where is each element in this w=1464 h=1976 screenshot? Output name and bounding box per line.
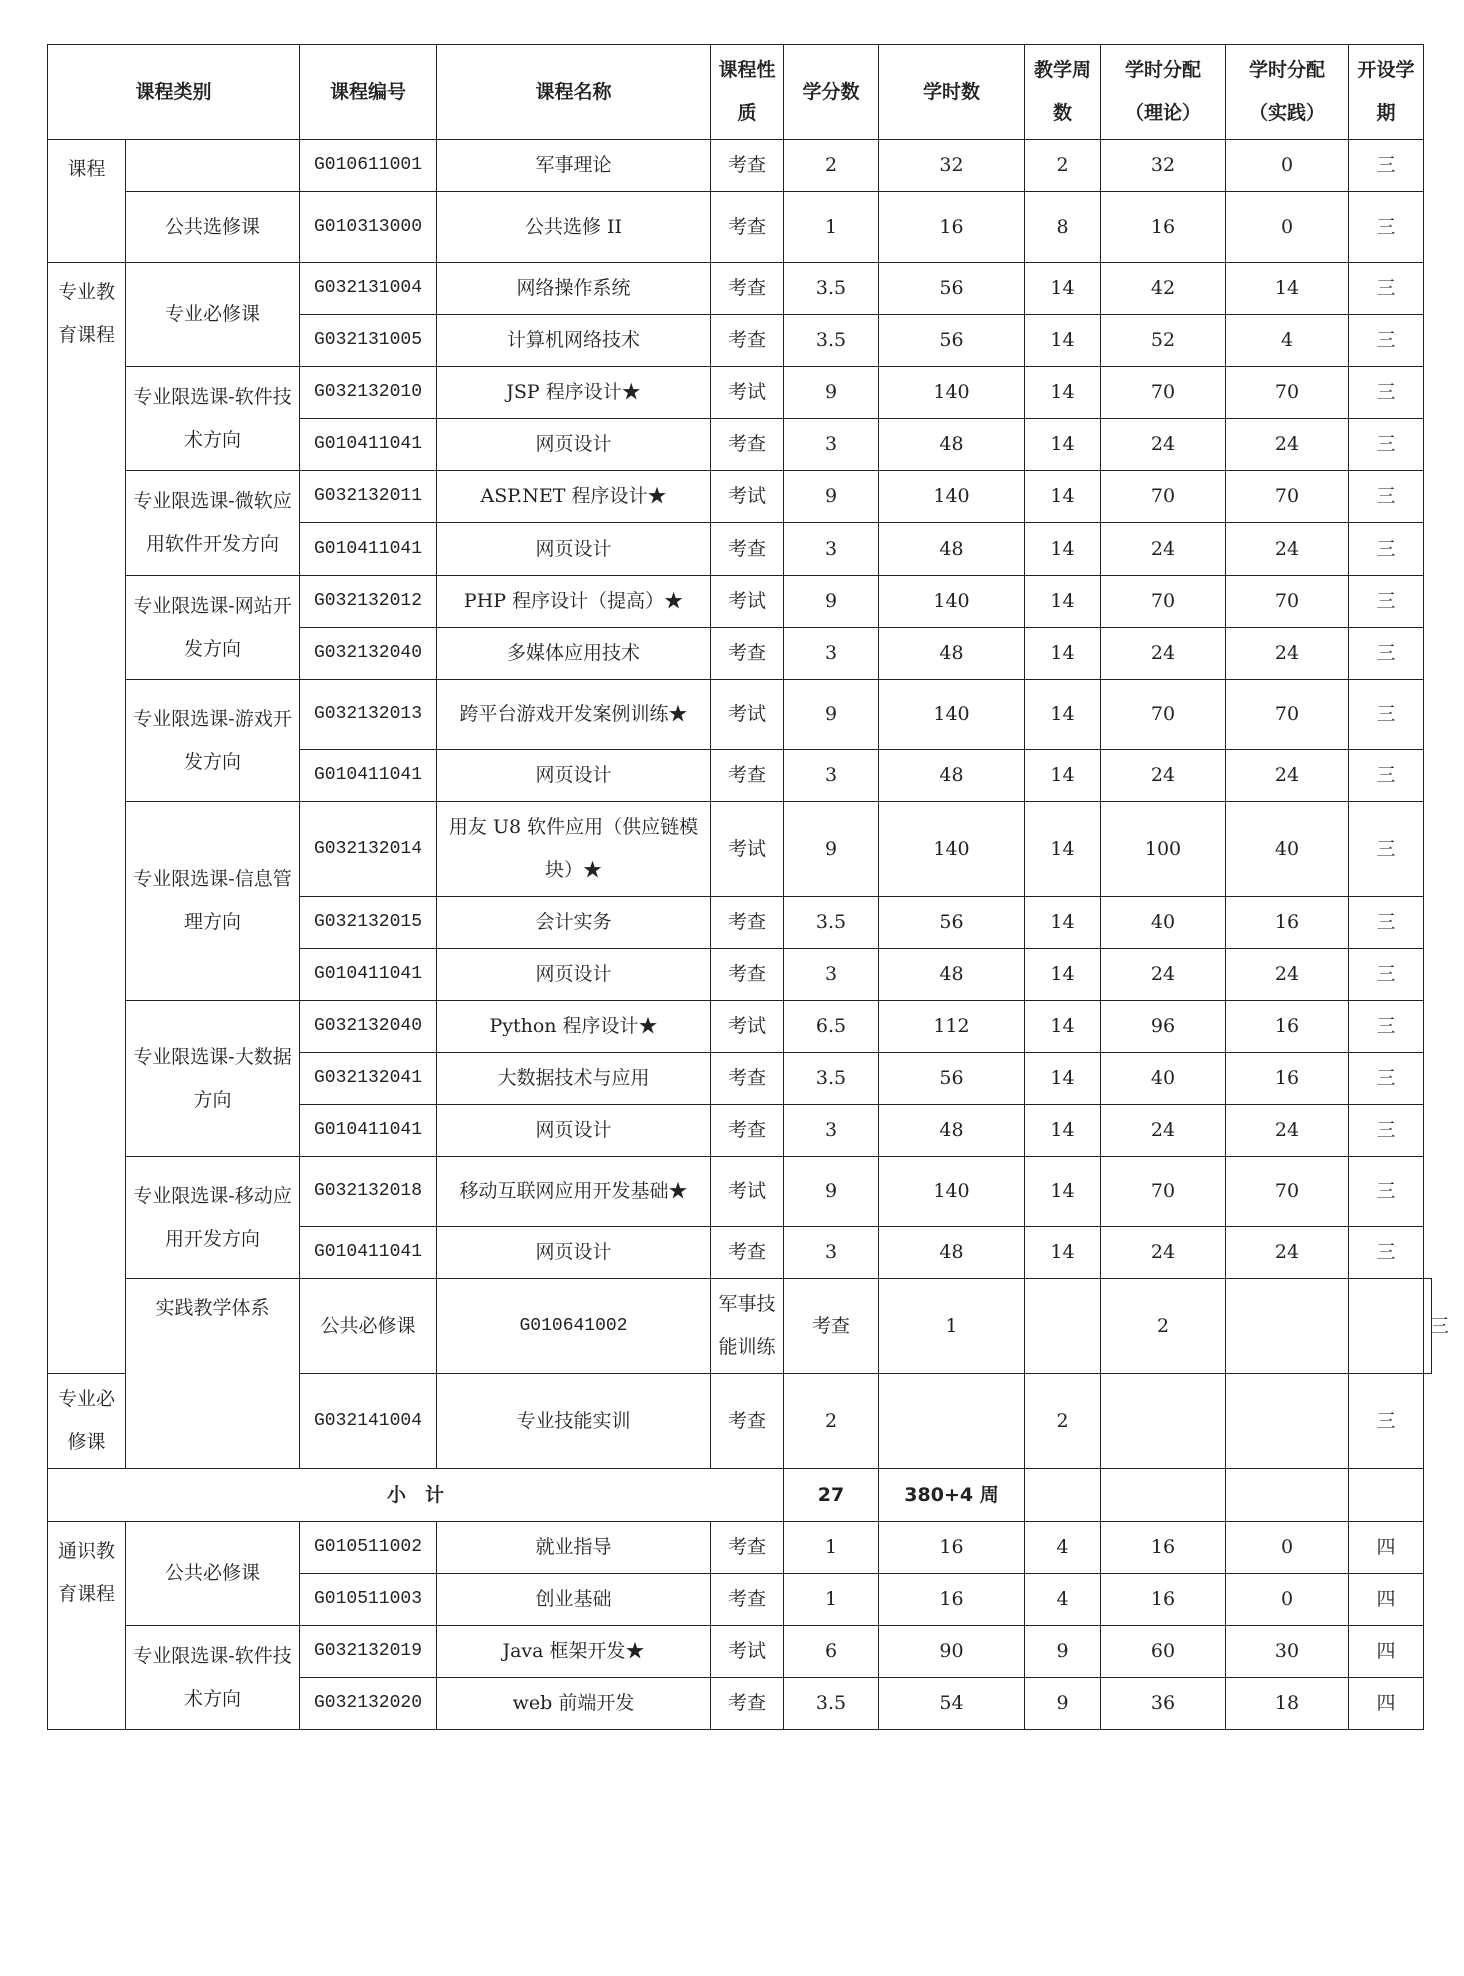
weeks-cell: 14 [1025, 949, 1101, 1001]
practice-hours-cell: 0 [1226, 1522, 1349, 1574]
hours-cell: 48 [879, 750, 1025, 802]
course-name-cell: 多媒体应用技术 [437, 628, 711, 680]
hours-cell: 48 [879, 1227, 1025, 1279]
practice-hours-cell: 16 [1226, 1001, 1349, 1053]
course-code-cell: G010313000 [300, 192, 437, 263]
course-nature-cell: 考查 [711, 949, 784, 1001]
practice-hours-cell: 24 [1226, 523, 1349, 576]
theory-hours-cell: 24 [1101, 419, 1226, 471]
course-name-cell: PHP 程序设计（提高）★ [437, 576, 711, 628]
semester-cell: 三 [1349, 523, 1424, 576]
credits-cell: 3 [784, 628, 879, 680]
header-semester: 开设学期 [1349, 45, 1424, 140]
subtotal-empty-cell [1349, 1469, 1424, 1522]
hours-cell: 16 [879, 1574, 1025, 1626]
course-name-cell: 专业技能实训 [437, 1374, 711, 1469]
course-group-cell: 专业教育课程 [48, 263, 126, 1374]
table-row [48, 802, 1432, 897]
credits-cell: 9 [784, 471, 879, 523]
course-subgroup-cell: 专业限选课-移动应用开发方向 [126, 1157, 300, 1279]
course-name-cell: 公共选修 II [437, 192, 711, 263]
course-code-cell: G010511003 [300, 1574, 437, 1626]
course-nature-cell: 考查 [711, 192, 784, 263]
hours-cell: 140 [879, 680, 1025, 750]
course-code-cell: G010411041 [300, 419, 437, 471]
header-weeks: 教学周数 [1025, 45, 1101, 140]
theory-hours-cell: 16 [1101, 192, 1226, 263]
header-code: 课程编号 [300, 45, 437, 140]
course-code-cell: G010411041 [300, 750, 437, 802]
semester-cell: 四 [1349, 1574, 1424, 1626]
course-subgroup-cell: 专业必修课 [126, 263, 300, 367]
weeks-cell: 14 [1025, 263, 1101, 315]
credits-cell: 3 [784, 750, 879, 802]
weeks-cell: 4 [1025, 1522, 1101, 1574]
course-name-cell: 军事理论 [437, 140, 711, 192]
course-subgroup-cell [126, 140, 300, 192]
credits-cell: 3.5 [784, 1678, 879, 1730]
credits-cell: 3 [784, 523, 879, 576]
course-code-cell: G032132011 [300, 471, 437, 523]
table-row [48, 140, 1432, 192]
hours-cell: 112 [879, 1001, 1025, 1053]
course-name-cell: JSP 程序设计★ [437, 367, 711, 419]
semester-cell: 三 [1349, 367, 1424, 419]
course-name-cell: 会计实务 [437, 897, 711, 949]
course-code-cell: G032131004 [300, 263, 437, 315]
semester-cell: 三 [1349, 628, 1424, 680]
subtotal-empty-cell [1025, 1469, 1101, 1522]
course-name-cell: 创业基础 [437, 1574, 711, 1626]
hours-cell: 56 [879, 263, 1025, 315]
table-row [48, 680, 1432, 750]
course-name-cell: Python 程序设计★ [437, 1001, 711, 1053]
course-nature-cell: 考试 [711, 471, 784, 523]
semester-cell: 三 [1349, 419, 1424, 471]
practice-hours-cell [1226, 1374, 1349, 1469]
hours-cell: 32 [879, 140, 1025, 192]
hours-cell: 48 [879, 1105, 1025, 1157]
header-nature: 课程性质 [711, 45, 784, 140]
weeks-cell: 8 [1025, 192, 1101, 263]
theory-hours-cell: 24 [1101, 628, 1226, 680]
hours-cell [1025, 1279, 1101, 1374]
weeks-cell: 14 [1025, 576, 1101, 628]
theory-hours-cell: 36 [1101, 1678, 1226, 1730]
table-body [48, 140, 1450, 1730]
course-code-cell: G010411041 [300, 1227, 437, 1279]
credits-cell: 2 [784, 140, 879, 192]
hours-cell: 48 [879, 523, 1025, 576]
course-code-cell: G032132018 [300, 1157, 437, 1227]
practice-hours-cell [1349, 1279, 1424, 1374]
course-name-cell: 网页设计 [437, 523, 711, 576]
header-theory: 学时分配（理论） [1101, 45, 1226, 140]
weeks-cell: 4 [1025, 1574, 1101, 1626]
credits-cell: 3.5 [784, 263, 879, 315]
course-name-cell: 计算机网络技术 [437, 315, 711, 367]
course-code-cell: G032132040 [300, 628, 437, 680]
credits-cell: 1 [879, 1279, 1025, 1374]
weeks-cell: 14 [1025, 1157, 1101, 1227]
course-group-cell: 通识教育课程 [48, 1522, 126, 1730]
course-code-cell: G010611001 [300, 140, 437, 192]
semester-cell: 三 [1349, 802, 1424, 897]
course-name-cell: 网页设计 [437, 750, 711, 802]
hours-cell: 16 [879, 1522, 1025, 1574]
practice-hours-cell: 16 [1226, 1053, 1349, 1105]
practice-hours-cell: 24 [1226, 1105, 1349, 1157]
course-name-cell: 网络操作系统 [437, 263, 711, 315]
hours-cell: 48 [879, 628, 1025, 680]
semester-cell: 三 [1349, 140, 1424, 192]
course-code-cell: G032132013 [300, 680, 437, 750]
theory-hours-cell: 24 [1101, 1105, 1226, 1157]
course-code-cell: G010411041 [300, 523, 437, 576]
course-code-cell: G010411041 [300, 949, 437, 1001]
credits-cell: 6.5 [784, 1001, 879, 1053]
credits-cell: 1 [784, 192, 879, 263]
theory-hours-cell [1101, 1374, 1226, 1469]
course-name-cell: 大数据技术与应用 [437, 1053, 711, 1105]
hours-cell: 140 [879, 1157, 1025, 1227]
credits-cell: 3.5 [784, 315, 879, 367]
table-row [48, 1522, 1432, 1574]
practice-hours-cell: 70 [1226, 367, 1349, 419]
semester-cell: 三 [1424, 1279, 1432, 1374]
hours-cell: 140 [879, 471, 1025, 523]
practice-hours-cell: 16 [1226, 897, 1349, 949]
header-name: 课程名称 [437, 45, 711, 140]
header-category: 课程类别 [48, 45, 300, 140]
credits-cell: 3 [784, 949, 879, 1001]
practice-hours-cell: 4 [1226, 315, 1349, 367]
course-nature-cell: 考查 [711, 628, 784, 680]
table-row [48, 1001, 1432, 1053]
course-subgroup-cell: 专业限选课-信息管理方向 [126, 802, 300, 1001]
weeks-cell: 14 [1025, 523, 1101, 576]
weeks-cell: 14 [1025, 315, 1101, 367]
hours-cell: 140 [879, 367, 1025, 419]
weeks-cell: 14 [1025, 897, 1101, 949]
semester-cell: 三 [1349, 192, 1424, 263]
weeks-cell: 9 [1025, 1626, 1101, 1678]
course-subgroup-cell: 公共必修课 [300, 1279, 437, 1374]
course-subgroup-cell: 专业限选课-软件技术方向 [126, 367, 300, 471]
subtotal-credits: 27 [784, 1469, 879, 1522]
practice-hours-cell: 70 [1226, 471, 1349, 523]
practice-hours-cell: 30 [1226, 1626, 1349, 1678]
course-nature-cell: 考查 [711, 263, 784, 315]
course-subgroup-cell: 专业必修课 [48, 1374, 126, 1469]
practice-hours-cell: 24 [1226, 750, 1349, 802]
course-nature-cell: 考查 [711, 315, 784, 367]
course-nature-cell: 考查 [711, 419, 784, 471]
course-nature-cell: 考查 [711, 140, 784, 192]
practice-hours-cell: 0 [1226, 192, 1349, 263]
theory-hours-cell: 16 [1101, 1574, 1226, 1626]
course-code-cell: G032132040 [300, 1001, 437, 1053]
practice-hours-cell: 70 [1226, 576, 1349, 628]
credits-cell: 9 [784, 576, 879, 628]
course-nature-cell: 考试 [711, 680, 784, 750]
course-subgroup-cell: 专业限选课-软件技术方向 [126, 1626, 300, 1730]
subtotal-hours: 380+4 周 [879, 1469, 1025, 1522]
table-row [48, 576, 1432, 628]
theory-hours-cell: 24 [1101, 949, 1226, 1001]
weeks-cell: 14 [1025, 419, 1101, 471]
course-subgroup-cell: 专业限选课-游戏开发方向 [126, 680, 300, 802]
course-name-cell: 网页设计 [437, 419, 711, 471]
weeks-cell: 14 [1025, 367, 1101, 419]
weeks-cell: 14 [1025, 1001, 1101, 1053]
course-nature-cell: 考查 [711, 1374, 784, 1469]
semester-cell: 三 [1349, 1227, 1424, 1279]
course-nature-cell: 考试 [711, 1001, 784, 1053]
weeks-cell: 14 [1025, 1105, 1101, 1157]
weeks-cell: 2 [1025, 140, 1101, 192]
header-hours: 学时数 [879, 45, 1025, 140]
theory-hours-cell: 40 [1101, 1053, 1226, 1105]
theory-hours-cell: 24 [1101, 523, 1226, 576]
course-name-cell: 网页设计 [437, 1105, 711, 1157]
header-row [48, 45, 1432, 140]
theory-hours-cell: 70 [1101, 576, 1226, 628]
course-name-cell: 跨平台游戏开发案例训练★ [437, 680, 711, 750]
credits-cell: 1 [784, 1522, 879, 1574]
practice-hours-cell: 70 [1226, 1157, 1349, 1227]
semester-cell: 三 [1349, 897, 1424, 949]
theory-hours-cell: 100 [1101, 802, 1226, 897]
course-plan-table [47, 44, 1450, 1730]
course-nature-cell: 考查 [711, 523, 784, 576]
course-subgroup-cell: 公共必修课 [126, 1522, 300, 1626]
hours-cell: 90 [879, 1626, 1025, 1678]
subtotal-empty-cell [1226, 1469, 1349, 1522]
semester-cell: 三 [1349, 1053, 1424, 1105]
semester-cell: 三 [1349, 1105, 1424, 1157]
hours-cell: 56 [879, 1053, 1025, 1105]
table-row [48, 263, 1432, 315]
course-name-cell: ASP.NET 程序设计★ [437, 471, 711, 523]
table-row [48, 1279, 1432, 1374]
course-nature-cell: 考试 [711, 802, 784, 897]
course-code-cell: G010511002 [300, 1522, 437, 1574]
credits-cell: 9 [784, 680, 879, 750]
theory-hours-cell: 70 [1101, 367, 1226, 419]
practice-hours-cell: 14 [1226, 263, 1349, 315]
theory-hours-cell: 70 [1101, 471, 1226, 523]
theory-hours-cell: 40 [1101, 897, 1226, 949]
course-code-cell: G032132041 [300, 1053, 437, 1105]
semester-cell: 三 [1349, 315, 1424, 367]
theory-hours-cell: 24 [1101, 1227, 1226, 1279]
course-nature-cell: 考查 [784, 1279, 879, 1374]
credits-cell: 1 [784, 1574, 879, 1626]
semester-cell: 三 [1349, 471, 1424, 523]
hours-cell: 48 [879, 419, 1025, 471]
course-name-cell: 用友 U8 软件应用（供应链模块）★ [437, 802, 711, 897]
semester-cell: 四 [1349, 1522, 1424, 1574]
practice-hours-cell: 40 [1226, 802, 1349, 897]
hours-cell: 140 [879, 802, 1025, 897]
subtotal-row [48, 1469, 1432, 1522]
course-subgroup-cell: 专业限选课-大数据方向 [126, 1001, 300, 1157]
course-code-cell: G032132020 [300, 1678, 437, 1730]
course-code-cell: G032132019 [300, 1626, 437, 1678]
credits-cell: 2 [784, 1374, 879, 1469]
credits-cell: 3.5 [784, 1053, 879, 1105]
course-nature-cell: 考试 [711, 1157, 784, 1227]
weeks-cell: 14 [1025, 1227, 1101, 1279]
course-nature-cell: 考查 [711, 897, 784, 949]
weeks-cell: 14 [1025, 750, 1101, 802]
theory-hours-cell: 70 [1101, 680, 1226, 750]
credits-cell: 3.5 [784, 897, 879, 949]
table-row [48, 1626, 1432, 1678]
theory-hours-cell: 32 [1101, 140, 1226, 192]
course-name-cell: Java 框架开发★ [437, 1626, 711, 1678]
course-name-cell: 就业指导 [437, 1522, 711, 1574]
table-row [48, 471, 1432, 523]
credits-cell: 6 [784, 1626, 879, 1678]
semester-cell: 三 [1349, 680, 1424, 750]
weeks-cell: 14 [1025, 802, 1101, 897]
course-group-cell: 课程 [48, 140, 126, 263]
practice-hours-cell: 70 [1226, 680, 1349, 750]
hours-cell: 54 [879, 1678, 1025, 1730]
weeks-cell: 2 [1025, 1374, 1101, 1469]
hours-cell: 56 [879, 315, 1025, 367]
course-subgroup-cell: 公共选修课 [126, 192, 300, 263]
semester-cell: 三 [1349, 949, 1424, 1001]
hours-cell: 48 [879, 949, 1025, 1001]
table-row [48, 367, 1432, 419]
semester-cell: 三 [1349, 1374, 1424, 1469]
semester-cell: 四 [1349, 1678, 1424, 1730]
weeks-cell: 14 [1025, 680, 1101, 750]
course-name-cell: web 前端开发 [437, 1678, 711, 1730]
semester-cell: 三 [1349, 1001, 1424, 1053]
course-nature-cell: 考查 [711, 1053, 784, 1105]
weeks-cell: 2 [1101, 1279, 1226, 1374]
credits-cell: 3 [784, 1227, 879, 1279]
header-credits: 学分数 [784, 45, 879, 140]
theory-hours-cell [1226, 1279, 1349, 1374]
theory-hours-cell: 42 [1101, 263, 1226, 315]
weeks-cell: 14 [1025, 1053, 1101, 1105]
weeks-cell: 9 [1025, 1678, 1101, 1730]
course-code-cell: G032131005 [300, 315, 437, 367]
table-row [48, 1157, 1432, 1227]
hours-cell: 16 [879, 192, 1025, 263]
course-nature-cell: 考试 [711, 1626, 784, 1678]
credits-cell: 9 [784, 367, 879, 419]
course-name-cell: 网页设计 [437, 1227, 711, 1279]
course-code-cell: G032132014 [300, 802, 437, 897]
semester-cell: 三 [1349, 263, 1424, 315]
weeks-cell: 14 [1025, 628, 1101, 680]
theory-hours-cell: 60 [1101, 1626, 1226, 1678]
course-code-cell: G032132015 [300, 897, 437, 949]
course-nature-cell: 考试 [711, 367, 784, 419]
semester-cell: 三 [1349, 576, 1424, 628]
course-nature-cell: 考查 [711, 750, 784, 802]
practice-hours-cell: 24 [1226, 628, 1349, 680]
course-nature-cell: 考查 [711, 1522, 784, 1574]
course-group-cell: 实践教学体系 [126, 1279, 300, 1469]
semester-cell: 四 [1349, 1626, 1424, 1678]
table-row [48, 192, 1432, 263]
theory-hours-cell: 52 [1101, 315, 1226, 367]
hours-cell: 140 [879, 576, 1025, 628]
theory-hours-cell: 24 [1101, 750, 1226, 802]
theory-hours-cell: 16 [1101, 1522, 1226, 1574]
credits-cell: 3 [784, 1105, 879, 1157]
hours-cell [879, 1374, 1025, 1469]
course-name-cell: 网页设计 [437, 949, 711, 1001]
header-practice: 学时分配（实践） [1226, 45, 1349, 140]
course-subgroup-cell: 专业限选课-网站开发方向 [126, 576, 300, 680]
course-code-cell: G032132012 [300, 576, 437, 628]
hours-cell: 56 [879, 897, 1025, 949]
course-nature-cell: 考查 [711, 1678, 784, 1730]
credits-cell: 3 [784, 419, 879, 471]
course-subgroup-cell: 专业限选课-微软应用软件开发方向 [126, 471, 300, 576]
practice-hours-cell: 24 [1226, 1227, 1349, 1279]
semester-cell: 三 [1349, 1157, 1424, 1227]
course-code-cell: G010641002 [437, 1279, 711, 1374]
course-nature-cell: 考查 [711, 1105, 784, 1157]
course-nature-cell: 考查 [711, 1574, 784, 1626]
course-code-cell: G010411041 [300, 1105, 437, 1157]
semester-cell: 三 [1349, 750, 1424, 802]
course-code-cell: G032132010 [300, 367, 437, 419]
course-name-cell: 移动互联网应用开发基础★ [437, 1157, 711, 1227]
weeks-cell: 14 [1025, 471, 1101, 523]
practice-hours-cell: 24 [1226, 419, 1349, 471]
theory-hours-cell: 70 [1101, 1157, 1226, 1227]
course-name-cell: 军事技能训练 [711, 1279, 784, 1374]
subtotal-empty-cell [1101, 1469, 1226, 1522]
theory-hours-cell: 96 [1101, 1001, 1226, 1053]
course-code-cell: G032141004 [300, 1374, 437, 1469]
practice-hours-cell: 0 [1226, 140, 1349, 192]
course-nature-cell: 考查 [711, 1227, 784, 1279]
practice-hours-cell: 0 [1226, 1574, 1349, 1626]
subtotal-label: 小 计 [48, 1469, 784, 1522]
course-nature-cell: 考试 [711, 576, 784, 628]
credits-cell: 9 [784, 1157, 879, 1227]
practice-hours-cell: 24 [1226, 949, 1349, 1001]
credits-cell: 9 [784, 802, 879, 897]
practice-hours-cell: 18 [1226, 1678, 1349, 1730]
